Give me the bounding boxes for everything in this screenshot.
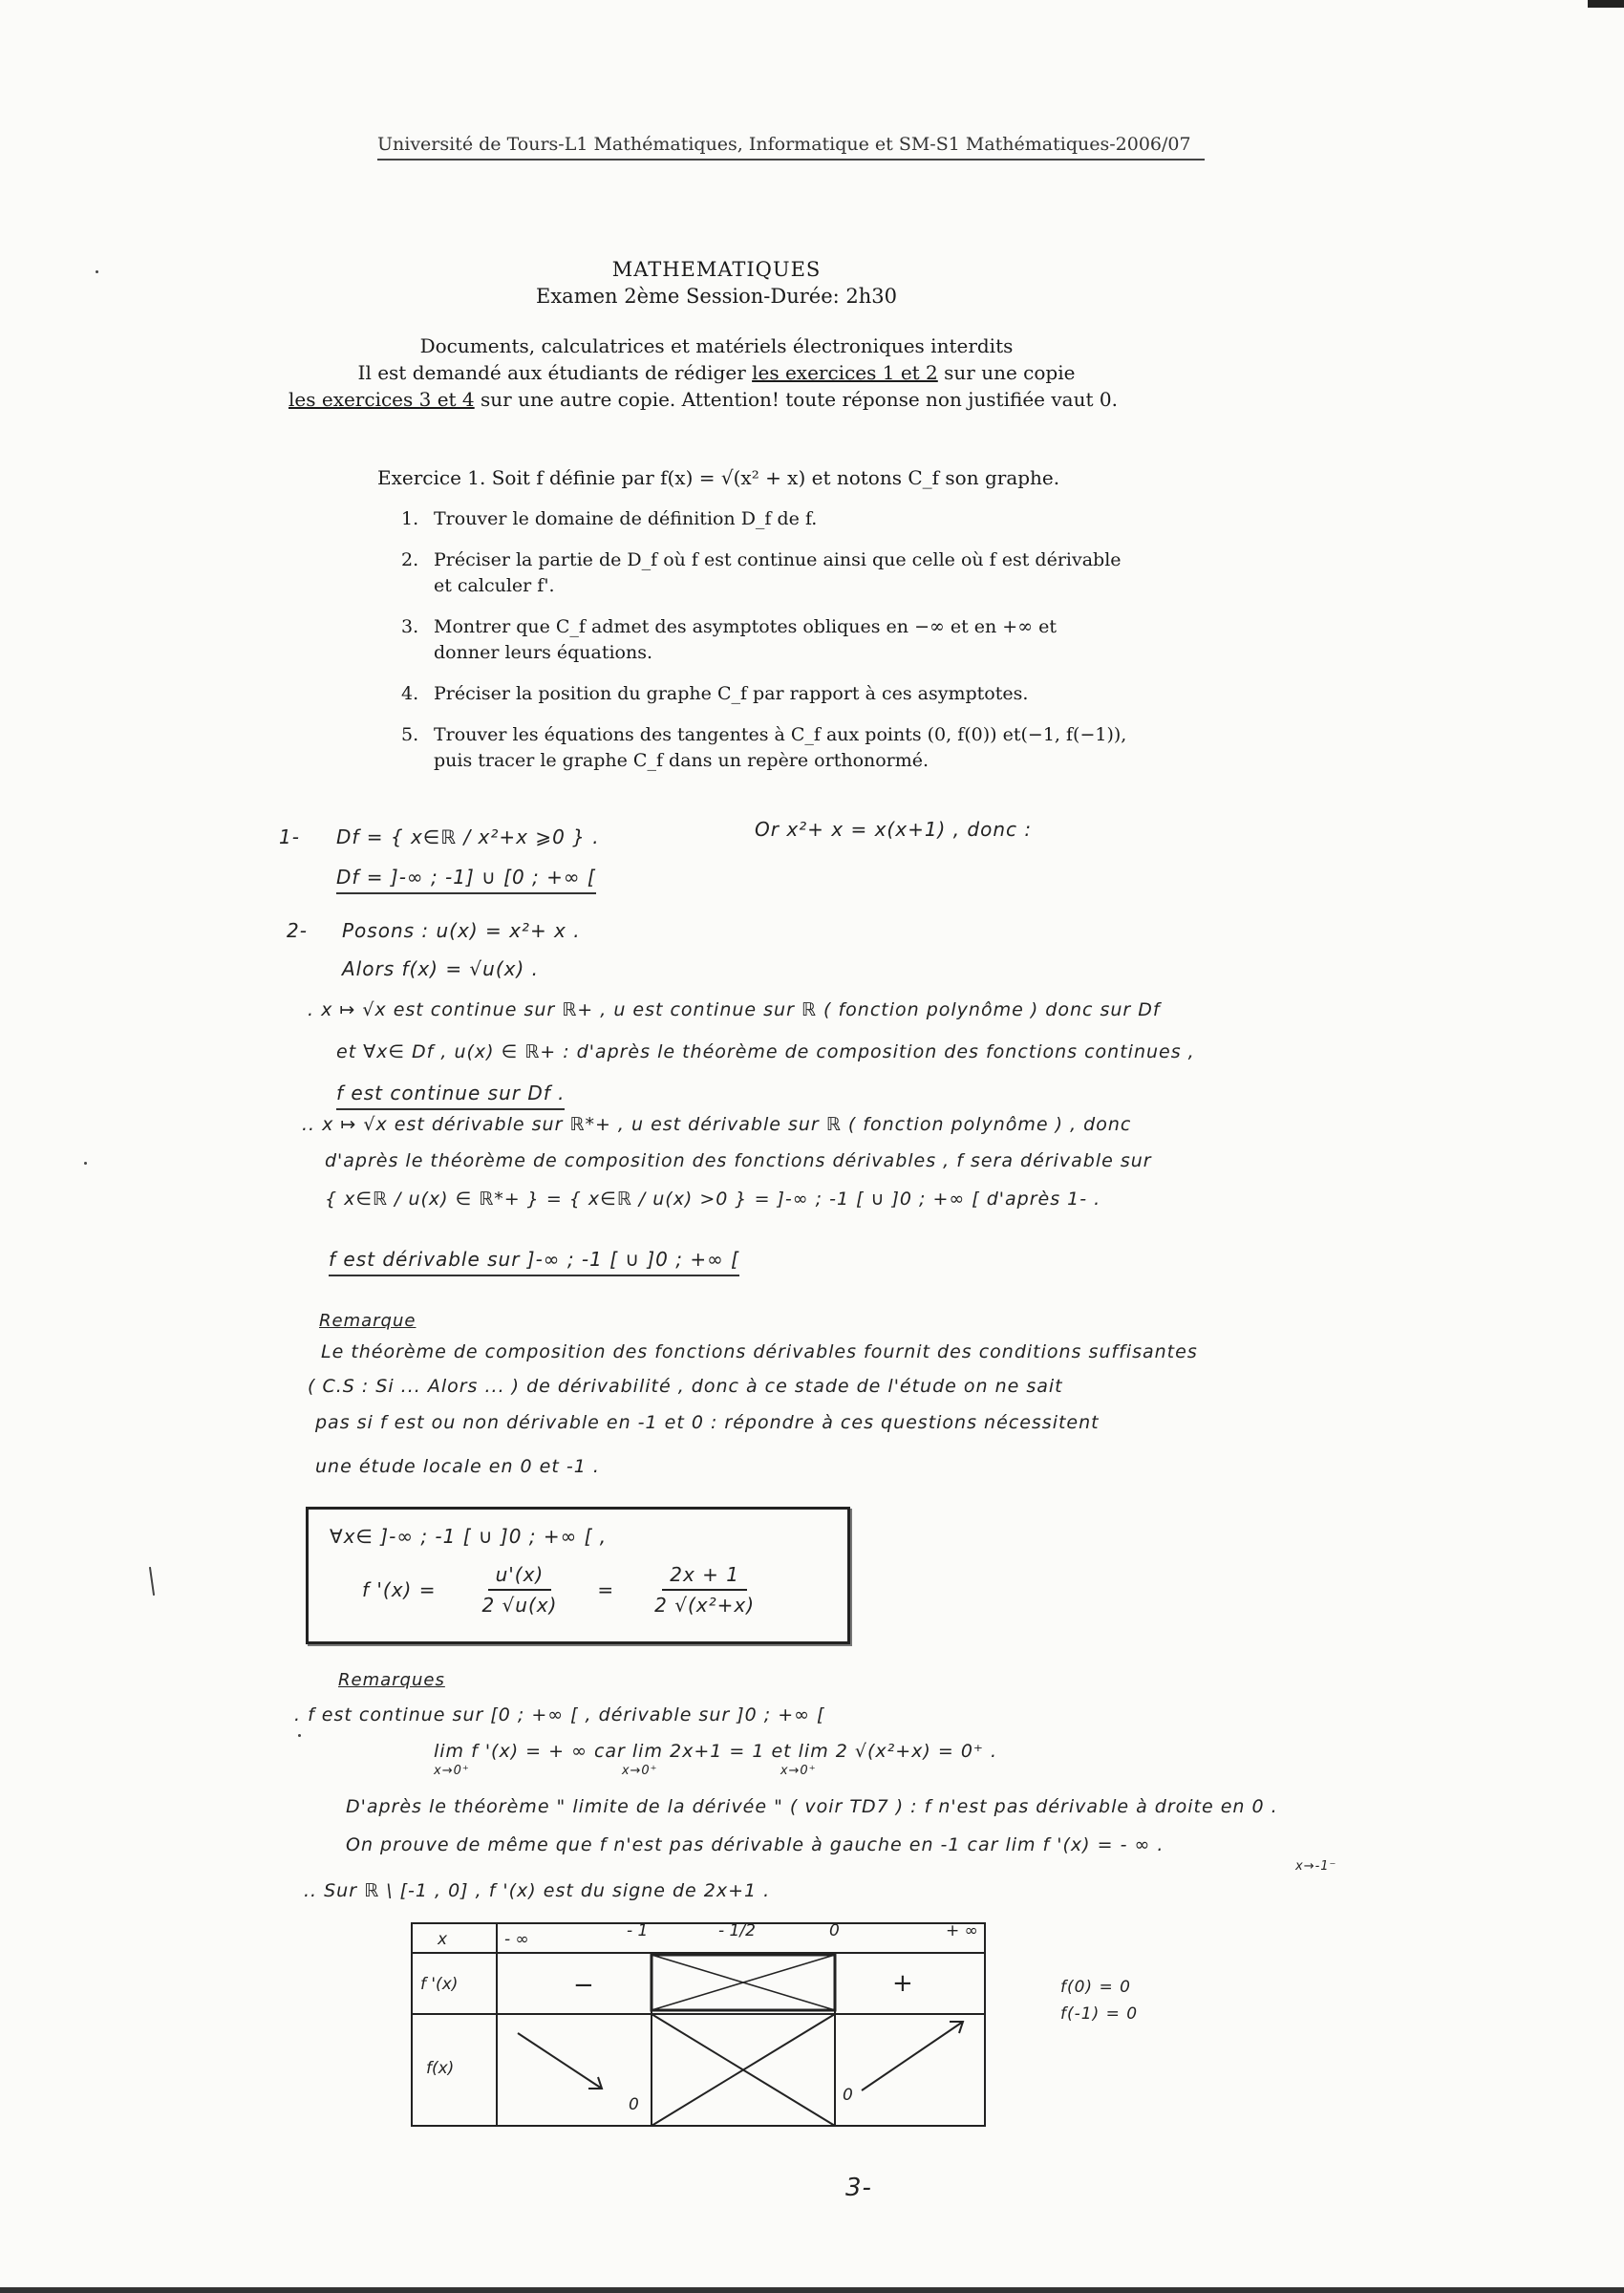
scan-speck bbox=[96, 270, 98, 273]
exam-subtitle: Examen 2ème Session-Durée: 2h30 bbox=[536, 285, 897, 308]
solution-2-number: 2- bbox=[287, 919, 308, 942]
table-sign-minus: − bbox=[573, 1971, 594, 2000]
table-header-value: 0 bbox=[829, 1922, 840, 1940]
question-item: 1. Trouver le domaine de définition D_f de f. bbox=[401, 508, 818, 529]
question-item: 2. Préciser la partie de D_f où f est continue ainsi que celle où f est dérivable et calculer f'. bbox=[401, 549, 1122, 596]
table-header-value: - 1/2 bbox=[718, 1922, 756, 1940]
solution-2-line: Posons : u(x) = x²+ x . bbox=[342, 919, 581, 942]
scan-edge bbox=[0, 2287, 1624, 2293]
table-value-zero: 0 bbox=[843, 2086, 853, 2105]
box-lhs: f '(x) = bbox=[362, 1578, 437, 1601]
variation-table bbox=[411, 1922, 986, 2127]
remark-1-line: pas si f est ou non dérivable en -1 et 0 : répondre à ces questions nécessitent bbox=[315, 1412, 1100, 1433]
remark-2-line: .. Sur ℝ \ [-1 , 0] , f '(x) est du signe de 2x+1 . bbox=[304, 1880, 771, 1901]
exam-title: MATHEMATIQUES bbox=[611, 258, 822, 281]
table-row-label-fprime: f '(x) bbox=[420, 1975, 459, 1994]
exercise-statement bbox=[377, 466, 1059, 489]
instr-text: sur une autre copie. Attention! toute réponse non justifiée vaut 0. bbox=[481, 388, 1118, 411]
fraction-x: $\frac{2x + 1}{\text{2 √(x²+x)}}$ bbox=[654, 1563, 756, 1617]
solution-2-line: Alors f(x) = √u(x) . bbox=[342, 957, 540, 980]
remark-2-limit-subscript: x→-1⁻ bbox=[1295, 1859, 1337, 1874]
question-item: 3. Montrer que C_f admet des asymptotes obliques en −∞ et en +∞ et donner leurs équations. bbox=[401, 616, 1057, 663]
question-item: 4. Préciser la position du graphe C_f par rapport à ces asymptotes. bbox=[401, 683, 1029, 704]
page-number: 3- bbox=[845, 2174, 872, 2202]
derivative-formula-box bbox=[306, 1507, 850, 1644]
table-sign-plus: + bbox=[892, 1969, 913, 1998]
remark-1-title: Remarque bbox=[319, 1311, 417, 1331]
solution-2-line: .. x ↦ √x est dérivable sur ℝ*+ , u est dérivable sur ℝ ( fonction polynôme ) , donc bbox=[302, 1114, 1132, 1135]
solution-2-continuity-result: f est continue sur Df . bbox=[336, 1082, 565, 1110]
solution-2-derivability-result: f est dérivable sur ]-∞ ; -1 [ ∪ ]0 ; +∞ [ bbox=[329, 1248, 739, 1276]
table-header-value: - ∞ bbox=[504, 1930, 529, 1949]
exam-instructions-2 bbox=[0, 361, 1433, 384]
remark-2-title: Remarques bbox=[338, 1670, 445, 1690]
table-row-label-f: f(x) bbox=[426, 2059, 455, 2078]
table-value-zero: 0 bbox=[629, 2095, 639, 2114]
scan-mark bbox=[1588, 0, 1624, 8]
remark-2-line: D'après le théorème " limite de la dérivée " ( voir TD7 ) : f n'est pas dérivable à droite en 0 . bbox=[346, 1796, 1278, 1817]
instr-underlined: les exercices 1 et 2 bbox=[752, 361, 938, 384]
side-note-fm1: f(-1) = 0 bbox=[1060, 2004, 1139, 2024]
solution-2-line: . x ↦ √x est continue sur ℝ+ , u est continue sur ℝ ( fonction polynôme ) donc sur Df bbox=[308, 999, 1161, 1020]
scan-mark bbox=[149, 1567, 155, 1596]
exam-instructions-3 bbox=[288, 388, 1118, 411]
solution-2-line: d'après le théorème de composition des fonctions dérivables , f sera dérivable sur bbox=[325, 1150, 1152, 1171]
remark-1-line: Le théorème de composition des fonctions dérivables fournit des conditions suffisantes bbox=[321, 1341, 1198, 1362]
exercise-text: Soit f définie par f(x) = √(x² + x) et notons C_f son graphe. bbox=[491, 466, 1060, 489]
remark-2-line: . f est continue sur [0 ; +∞ [ , dérivable sur ]0 ; +∞ [ bbox=[294, 1704, 825, 1725]
box-equals: = bbox=[597, 1578, 615, 1601]
instr-text: Il est demandé aux étudiants de rédiger bbox=[357, 361, 746, 384]
box-formula bbox=[362, 1563, 770, 1617]
solution-1-domain-def: Df = { x∈ℝ / x²+x ⩾0 } . bbox=[336, 825, 600, 848]
table-header-x: x bbox=[438, 1930, 448, 1949]
remark-1-line: ( C.S : Si ... Alors ... ) de dérivabilité , donc à ce stade de l'étude on ne sait bbox=[308, 1376, 1063, 1397]
solution-2-line: { x∈ℝ / u(x) ∈ ℝ*+ } = { x∈ℝ / u(x) >0 } = ]-∞ ; -1 [ ∪ ]0 ; +∞ [ d'après 1- . bbox=[325, 1189, 1101, 1210]
exercise-title: Exercice 1. bbox=[377, 466, 486, 489]
scan-speck bbox=[298, 1734, 301, 1737]
solution-1-domain-result: Df = ]-∞ ; -1] ∪ [0 ; +∞ [ bbox=[336, 866, 596, 894]
question-list bbox=[401, 506, 1127, 789]
scan-speck bbox=[84, 1162, 87, 1165]
box-domain: ∀x∈ ]-∞ ; -1 [ ∪ ]0 ; +∞ [ , bbox=[330, 1525, 608, 1548]
side-note-f0: f(0) = 0 bbox=[1060, 1978, 1131, 1997]
solution-1-factorization: Or x²+ x = x(x+1) , donc : bbox=[755, 818, 1033, 841]
exam-instructions-1: Documents, calculatrices et matériels électroniques interdits bbox=[419, 334, 1014, 357]
document-header: Université de Tours-L1 Mathématiques, Informatique et SM-S1 Mathématiques-2006/07 bbox=[377, 134, 1205, 161]
question-item: 5. Trouver les équations des tangentes à C_f aux points (0, f(0)) et(−1, f(−1)), puis tracer le graphe C_f dans un repère orthonormé. bbox=[401, 724, 1127, 771]
remark-2-line: On prouve de même que f n'est pas dérivable à gauche en -1 car lim f '(x) = - ∞ . bbox=[346, 1834, 1165, 1855]
table-header-value: + ∞ bbox=[946, 1922, 978, 1940]
remark-1-line: une étude locale en 0 et -1 . bbox=[315, 1456, 600, 1477]
instr-underlined: les exercices 3 et 4 bbox=[288, 388, 475, 411]
remark-2-limits: lim f '(x) = + ∞ car lim 2x+1 = 1 et lim 2 √(x²+x) = 0⁺ . bbox=[434, 1741, 998, 1762]
instr-text: sur une copie bbox=[944, 361, 1076, 384]
fraction-u: $\frac{u'(x)}{2 √u(x)}$ bbox=[481, 1563, 558, 1617]
solution-1-number: 1- bbox=[279, 825, 300, 848]
table-header-value: - 1 bbox=[627, 1922, 649, 1940]
solution-2-line: et ∀x∈ Df , u(x) ∈ ℝ+ : d'après le théorème de composition des fonctions continues , bbox=[336, 1041, 1195, 1062]
remark-2-limit-subscripts: x→0⁺ x→0⁺ x→0⁺ bbox=[434, 1764, 817, 1778]
